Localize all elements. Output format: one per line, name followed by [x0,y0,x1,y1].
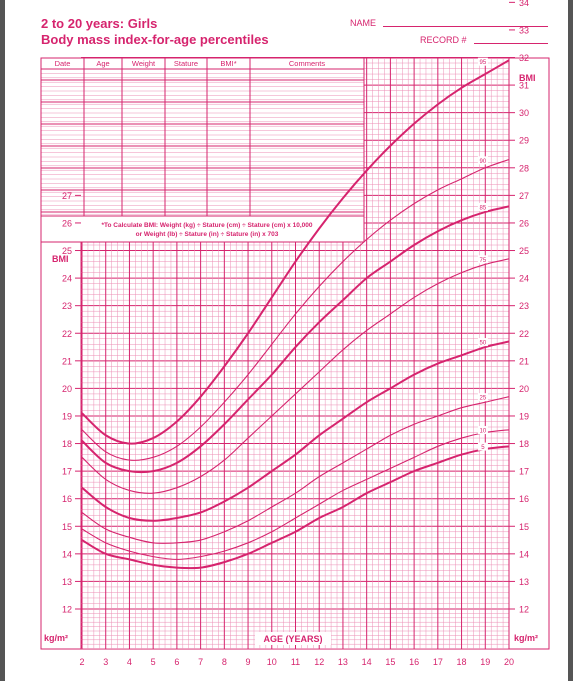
y-tick-label-right: 23 [519,301,530,312]
y-tick-label-left: 16 [61,494,72,505]
table-header-cell: Age [96,59,110,68]
y-tick-label-left: 26 [61,218,72,229]
y-tick-label-right: 21 [519,356,530,367]
x-tick-label: 11 [290,657,301,667]
x-tick-label: 16 [409,657,420,667]
y-tick-label-right: 29 [519,135,530,146]
percentile-label-5: 5 [481,445,485,452]
x-tick-label: 10 [266,657,277,667]
bmi-label-right: BMI [519,73,536,83]
x-tick-label: 7 [198,657,204,667]
x-tick-label: 5 [150,657,156,667]
x-tick-label: 18 [456,657,467,667]
y-tick-label-right: 19 [519,411,530,422]
percentile-label-90: 90 [479,158,487,165]
table-header-cell: Date [54,59,71,68]
y-tick-label-right: 34 [519,0,530,8]
percentile-label-75: 75 [479,257,487,264]
x-tick-label: 19 [480,657,491,667]
y-tick-label-left: 24 [61,273,72,284]
percentile-label-10: 10 [479,428,487,435]
y-tick-label-left: 19 [61,411,72,422]
y-tick-label-left: 13 [61,576,72,587]
x-tick-label: 17 [432,657,443,667]
right-axis-panel [509,58,549,649]
x-tick-label: 8 [221,657,227,667]
y-tick-label-right: 16 [519,494,530,505]
x-tick-label: 14 [361,657,372,667]
x-tick-label: 6 [174,657,180,667]
y-tick-label-left: 25 [61,246,72,257]
y-tick-label-right: 28 [519,163,530,174]
y-tick-label-left: 14 [61,549,72,560]
x-tick-label: 2 [79,657,85,667]
y-tick-label-right: 13 [519,576,530,587]
x-axis-label: AGE (YEARS) [263,634,323,644]
record-table [41,58,364,242]
bmi-label-left: BMI [52,254,69,264]
y-tick-label-right: 18 [519,439,530,450]
y-tick-label-right: 27 [519,190,530,201]
y-tick-label-left: 17 [61,466,72,477]
x-tick-label: 3 [103,657,109,667]
y-tick-label-right: 33 [519,25,530,36]
table-header-cell: Stature [173,59,199,68]
y-tick-label-right: 24 [519,273,530,284]
y-tick-label-right: 32 [519,53,530,63]
y-tick-label-right: 25 [519,246,530,257]
y-tick-label-left: 12 [61,604,72,615]
y-tick-label-left: 21 [61,356,72,367]
x-tick-label: 20 [503,657,515,667]
y-tick-label-left: 15 [61,521,72,532]
x-tick-label: 9 [245,657,251,667]
record-label: RECORD # [420,35,467,45]
y-tick-label-right: 22 [519,328,530,339]
y-tick-label-right: 31 [519,80,530,91]
y-tick-label-left: 22 [61,328,72,339]
y-tick-label-right: 20 [519,383,530,394]
y-tick-label-left: 27 [61,190,72,201]
percentile-label-50: 50 [479,340,487,347]
y-tick-label-right: 12 [519,604,530,615]
name-label: NAME [350,18,377,28]
percentile-label-95: 95 [479,60,487,67]
x-tick-label: 15 [385,657,396,667]
unit-label-left: kg/m² [44,633,69,643]
y-tick-label-left: 23 [61,301,72,312]
formula-line1: *To Calculate BMI: Weight (kg) ÷ Stature (cm) ÷ Stature (cm) x 10,000 [101,222,313,229]
percentile-label-25: 25 [479,395,487,402]
x-tick-label: 13 [337,657,348,667]
y-tick-label-right: 15 [519,521,530,532]
table-header-cell: Comments [288,59,326,68]
chart-title-line2: Body mass index-for-age percentiles [41,32,269,47]
y-tick-label-right: 26 [519,218,530,229]
y-tick-label-right: 17 [519,466,530,477]
table-header-cell: Weight [131,59,156,68]
y-tick-label-left: 18 [61,439,72,450]
chart-title-line1: 2 to 20 years: Girls [41,16,158,31]
unit-label-right: kg/m² [514,633,539,643]
x-tick-label: 12 [314,657,325,667]
formula-line2: or Weight (lb) ÷ Stature (in) ÷ Stature (in) x 703 [135,231,279,238]
y-tick-label-right: 14 [519,549,530,560]
percentile-label-85: 85 [479,205,487,212]
y-tick-label-left: 20 [61,383,72,394]
table-header-cell: BMI* [220,59,237,68]
x-tick-label: 4 [126,657,132,667]
y-tick-label-right: 30 [519,108,530,119]
